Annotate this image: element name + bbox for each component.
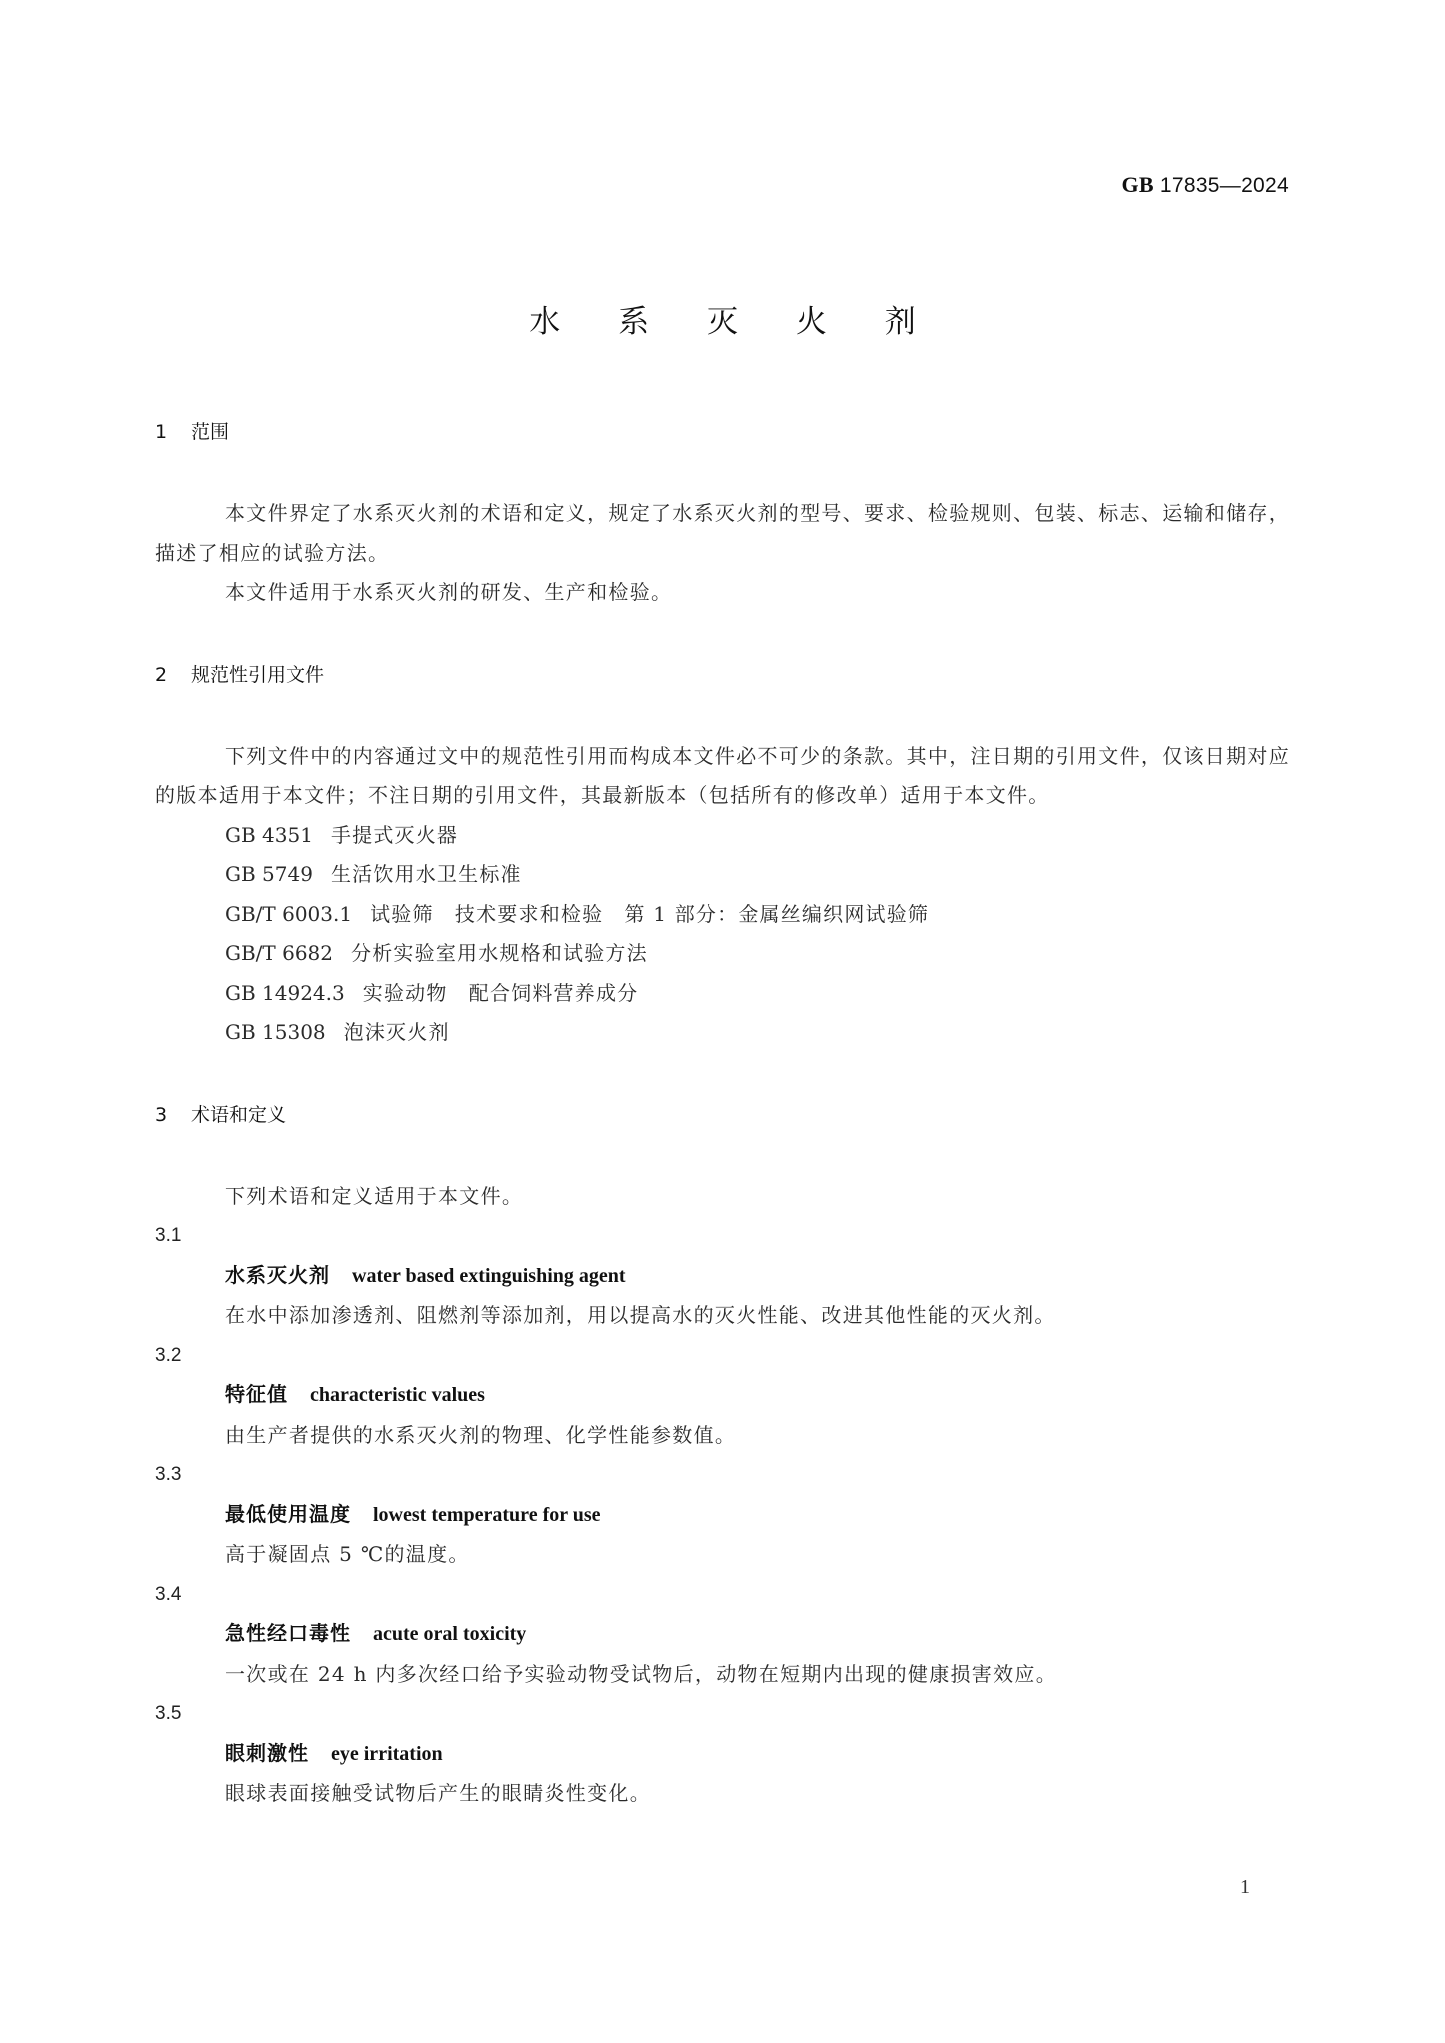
reference-list — [155, 816, 1290, 1053]
term-name-en: lowest temperature for use — [373, 1503, 601, 1526]
section-scope — [155, 412, 1290, 613]
paragraph: 下列术语和定义适用于本文件。 — [225, 1183, 524, 1208]
term-name — [155, 1614, 1290, 1655]
term-name-zh: 特征值 — [225, 1382, 288, 1406]
standard-code — [1121, 172, 1289, 198]
section-title: 术语和定义 — [191, 1103, 287, 1126]
term-definition: 由生产者提供的水系灭火剂的物理、化学性能参数值。 — [225, 1422, 737, 1447]
section-title: 范围 — [191, 421, 230, 443]
section-heading — [155, 655, 1290, 695]
term-entry — [155, 1694, 1290, 1814]
paragraph: 本文件界定了水系灭火剂的术语和定义，规定了水系灭火剂的型号、要求、检验规则、包装、标志、运输和储存，描述了相应的试验方法。 — [155, 501, 1290, 565]
reference-item — [155, 934, 1290, 974]
term-name — [155, 1734, 1290, 1775]
term-name-zh: 急性经口毒性 — [225, 1621, 351, 1645]
reference-title: 试验筛 技术要求和检验 第 1 部分：金属丝编织网试验筛 — [370, 901, 930, 926]
section-number: 2 — [155, 663, 168, 686]
reference-title: 生活饮用水卫生标准 — [330, 862, 522, 886]
term-name-zh: 水系灭火剂 — [225, 1262, 330, 1287]
term-definition: 眼球表面接触受试物后产生的眼睛炎性变化。 — [225, 1781, 651, 1805]
paragraph: 本文件适用于水系灭火剂的研发、生产和检验。 — [225, 580, 673, 604]
term-entry — [155, 1575, 1290, 1695]
section-terms-and-definitions — [155, 1095, 1290, 1814]
term-entry — [155, 1216, 1290, 1336]
section-heading — [155, 412, 1290, 452]
document-body — [155, 412, 1290, 1814]
reference-item — [155, 855, 1290, 895]
term-name-en: characteristic values — [310, 1384, 485, 1406]
term-definition: 在水中添加渗透剂、阻燃剂等添加剂，用以提高水的灭火性能、改进其他性能的灭火剂。 — [225, 1303, 1056, 1327]
reference-code: GB 14924.3 — [225, 980, 345, 1005]
standard-number: 17835—2024 — [1159, 174, 1289, 197]
term-definition: 高于凝固点 5 ℃的温度。 — [225, 1542, 470, 1566]
reference-code: GB 5749 — [225, 862, 313, 886]
reference-item — [155, 816, 1290, 856]
reference-item — [155, 1013, 1290, 1053]
reference-code: GB 15308 — [225, 1020, 326, 1044]
reference-title: 分析实验室用水规格和试验方法 — [351, 941, 648, 965]
term-name — [155, 1495, 1290, 1536]
term-name — [155, 1375, 1290, 1416]
document-title: 水 系 灭 火 剂 — [529, 304, 940, 340]
term-name-en: eye irritation — [331, 1742, 443, 1765]
reference-item — [155, 895, 1290, 935]
term-entry — [155, 1455, 1290, 1575]
page-number: 1 — [1240, 1876, 1250, 1898]
term-definition: 一次或在 24 h 内多次经口给予实验动物受试物后，动物在短期内出现的健康损害效应。 — [225, 1661, 1058, 1686]
term-name-zh: 眼刺激性 — [225, 1740, 309, 1765]
paragraph: 下列文件中的内容通过文中的规范性引用而构成本文件必不可少的条款。其中，注日期的引用文件，仅该日期对应的版本适用于本文件；不注日期的引用文件，其最新版本（包括所有的修改单）适用于本文件。 — [155, 743, 1290, 807]
section-title: 规范性引用文件 — [191, 663, 325, 686]
section-normative-references — [155, 655, 1290, 1053]
term-name-zh: 最低使用温度 — [225, 1501, 351, 1526]
reference-code: GB 4351 — [225, 822, 313, 847]
reference-title: 泡沫灭火剂 — [343, 1020, 450, 1044]
reference-title: 手提式灭火器 — [330, 822, 459, 847]
reference-code: GB/T 6682 — [225, 941, 334, 965]
standard-prefix: GB — [1121, 172, 1154, 197]
section-heading — [155, 1095, 1290, 1135]
term-number: 3.4 — [155, 1583, 182, 1605]
term-number: 3.3 — [155, 1464, 182, 1485]
section-number: 3 — [155, 1103, 168, 1126]
reference-item — [155, 974, 1290, 1014]
reference-code: GB/T 6003.1 — [225, 901, 353, 926]
term-name-en: water based extinguishing agent — [352, 1264, 626, 1287]
section-number: 1 — [155, 421, 168, 443]
term-entry — [155, 1336, 1290, 1456]
term-number: 3.1 — [155, 1225, 182, 1246]
reference-title: 实验动物 配合饲料营养成分 — [362, 980, 639, 1005]
term-name-en: acute oral toxicity — [373, 1623, 527, 1645]
term-name — [155, 1256, 1290, 1297]
term-number: 3.5 — [155, 1703, 182, 1724]
term-number: 3.2 — [155, 1344, 182, 1366]
